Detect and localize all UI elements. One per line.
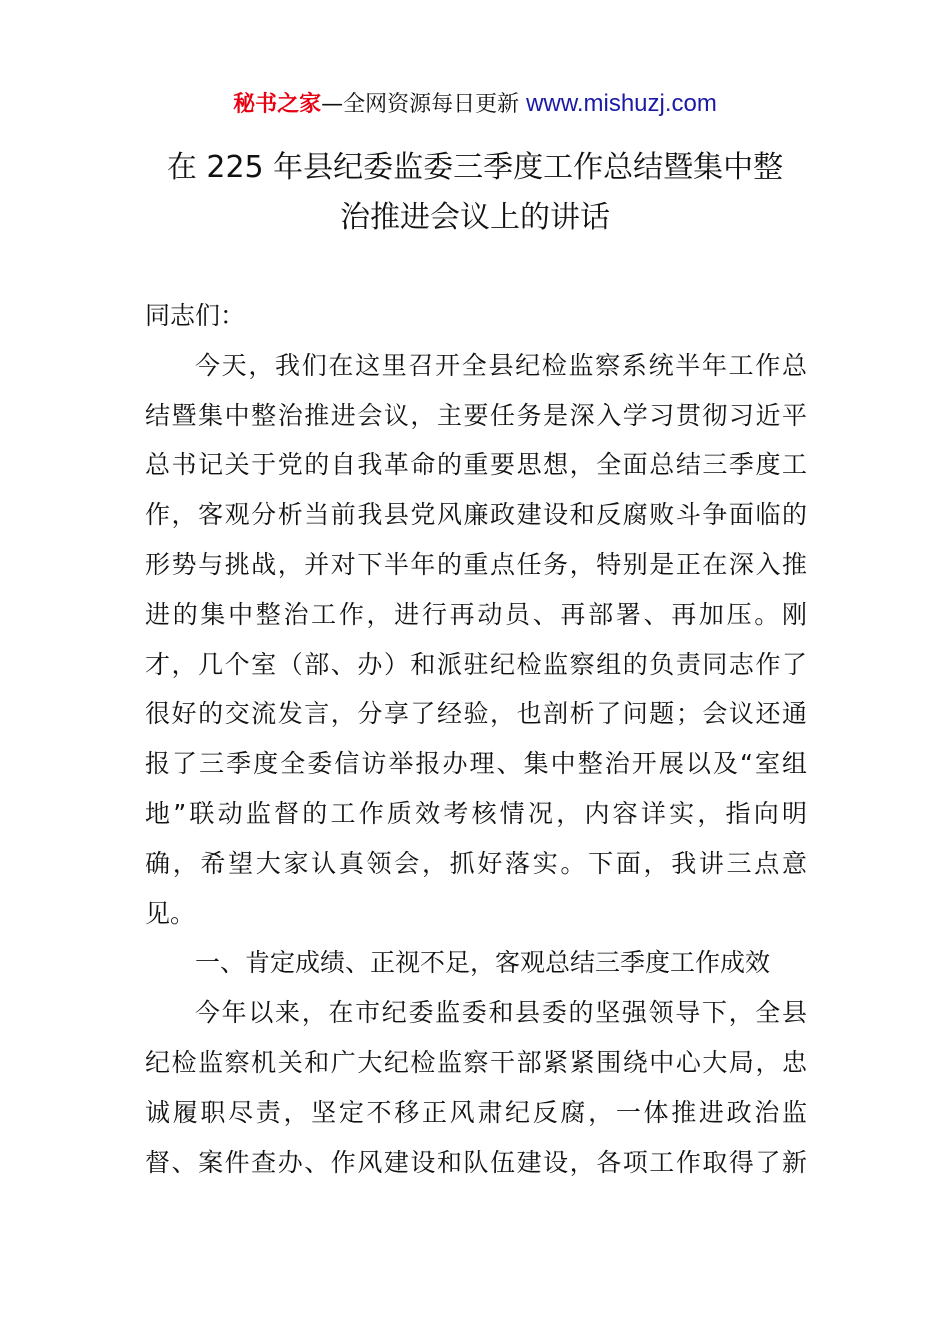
text-line: 才，几个室（部、办）和派驻纪检监察组的负责同志作了 bbox=[145, 649, 807, 679]
text-line: 地”联动监督的工作质效考核情况，内容详实，指向明 bbox=[145, 798, 807, 828]
document-body bbox=[145, 291, 807, 1187]
site-banner bbox=[0, 88, 950, 121]
brand-name: 秘书之家 bbox=[233, 92, 322, 117]
text-line: 见。 bbox=[145, 898, 196, 928]
text-line: 确，希望大家认真领会，抓好落实。下面，我讲三点意 bbox=[145, 848, 807, 878]
document-title-line-1: 在 225 年县纪委监委三季度工作总结暨集中整 bbox=[166, 150, 784, 185]
text-line: 进的集中整治工作，进行再动员、再部署、再加压。刚 bbox=[145, 599, 807, 629]
text-line: 纪检监察机关和广大纪检监察干部紧紧围绕中心大局，忠 bbox=[145, 1047, 807, 1077]
text-line: 形势与挑战，并对下半年的重点任务，特别是正在深入推 bbox=[145, 549, 807, 579]
banner-tagline: —全网资源每日更新 bbox=[321, 92, 527, 117]
text-line: 督、案件查办、作风建设和队伍建设，各项工作取得了新 bbox=[145, 1147, 807, 1177]
text-line: 很好的交流发言，分享了经验，也剖析了问题；会议还通 bbox=[145, 699, 807, 729]
text-line: 诚履职尽责，坚定不移正风肃纪反腐，一体推进政治监 bbox=[145, 1097, 807, 1127]
site-url-link[interactable]: www.mishuzj.com bbox=[526, 90, 717, 117]
salutation: 同志们： bbox=[145, 301, 246, 330]
text-line: 总书记关于党的自我革命的重要思想，全面总结三季度工 bbox=[145, 450, 807, 480]
document-title-line-2: 治推进会议上的讲话 bbox=[340, 200, 610, 235]
text-line: 今天，我们在这里召开全县纪检监察系统半年工作总 bbox=[195, 350, 807, 380]
section-heading: 一、肯定成绩、正视不足，客观总结三季度工作成效 bbox=[195, 948, 771, 978]
text-line: 结暨集中整治推进会议，主要任务是深入学习贯彻习近平 bbox=[145, 400, 807, 430]
text-line: 作，客观分析当前我县党风廉政建设和反腐败斗争面临的 bbox=[145, 500, 807, 530]
text-line: 报了三季度全委信访举报办理、集中整治开展以及“室组 bbox=[145, 749, 807, 779]
text-line: 今年以来，在市纪委监委和县委的坚强领导下，全县 bbox=[195, 998, 807, 1028]
